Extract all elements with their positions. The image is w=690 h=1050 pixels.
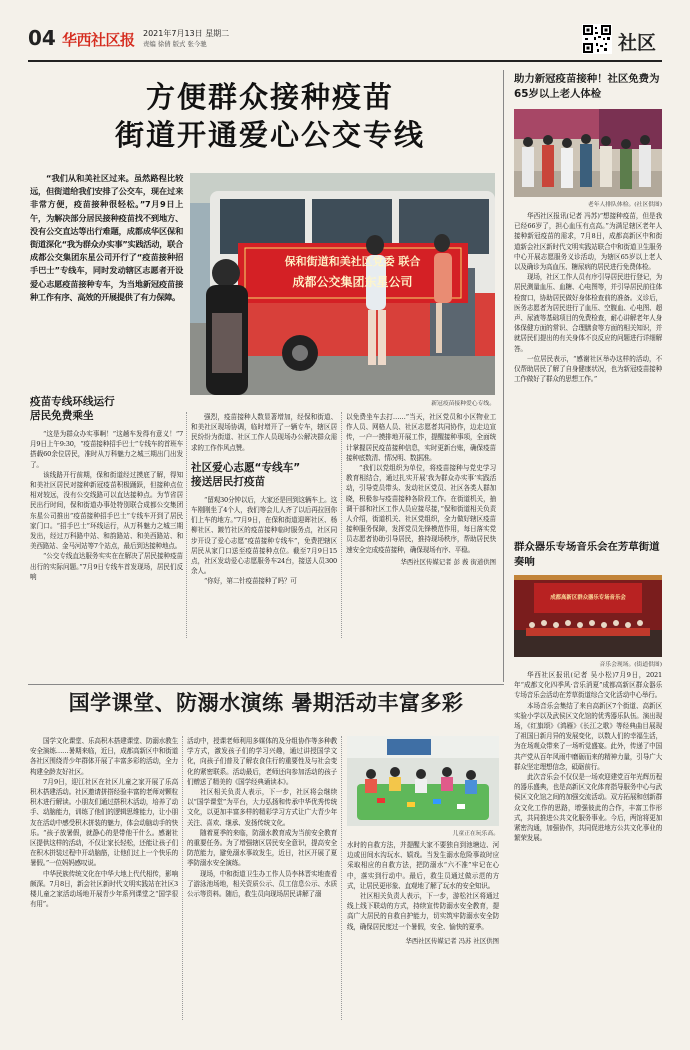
headline-line-2: 街道开通爱心公交专线 bbox=[114, 118, 425, 152]
sidebar-divider bbox=[503, 70, 504, 682]
subheading-1: 疫苗专线环线运行 居民免费乘坐 bbox=[30, 396, 115, 422]
page-number: 04 bbox=[28, 26, 56, 50]
column-divider bbox=[341, 412, 342, 638]
side-story-1: 助力新冠疫苗接种！社区免费为65岁以上老人体检 老年人排队体检。(社区供图) 华西社区报讯(记者 冯苏)“想接种疫苗，但是我已经66岁了，担心血压有点高。”为满足辖区老年人接种新冠疫苗的需求，7月8日，成都高新区中和街道新会社区新时代文明实践站联合中和街道卫生服务中心开展志愿服务义诊活动，为辖区65岁以上老人以及确诊为高血压、糖尿病的居民进行免费体检。 现场，社区工作人员有序引导居民进行登记，为居民测量血压、血糖、心电图等，并引导居民前往体检窗口，协助居民做好身体检查前的准备。义诊后，医务志愿者为居民进行了血压、空腹血、心电图、超声、尿液等基础项目的免费检查，耐心讲解老年人身体保健方面的常识、合理膳食等方面的相关知识，并就居民们提出的有关身体不良反应的问题进行详细解答。 一位居民表示，“感谢社区举办这样的活动，不仅帮助居民了解了自身健康状况，也为新冠疫苗接种工作做好了群众的思想工作。” bbox=[514, 73, 662, 384]
concert-photo-caption: 音乐会现场。(街道供图) bbox=[599, 662, 662, 668]
bottom-byline: 华西社区传媒记者 冯苏 社区供图 bbox=[405, 936, 499, 945]
side-story-2: 群众器乐专场音乐会在芳草街道奏响 成都高新区群众器乐专场音乐会 音乐会现场。(街道供图) 华西社区报讯(记者 吴小松)7月9日，2021年“成都文化四季风·音乐消夏”成都高新区群众器乐专场音乐会活动在芳草街道综合文化活动中心举行。 本场音乐会集结了来自高新区7个街道、高新区实验小学以及武侯区文化馆的优秀器乐队伍。演出现场，《红旗颂》《鸿雁》《长江之歌》等经典曲目展现了祖国日新月异的发展变化，以数人们的幸福生活，为在场观众带来了一场听觉盛宴。此外，传递了中国共产党从百年风雨中磨砺而来的精神力量，引导广大群众坚定理想信念，砥砺前行。 此次音乐会不仅仅是一场欢迎建党百年光辉历程的器乐盛典，也是高新区文化体育指导服务中心与武侯区文化馆之间的加强交流活动。双方拓展和创新群众文化工作的思路，增强彼此的合作，丰富工作形式，共同推进公共文化服务事业。今后，两馆将更加紧密沟通，加强协作，共同促进地方公共文化事业的繁荣发展。 bbox=[514, 541, 662, 843]
subheading-2: 社区爱心志愿“专线车” 接送居民打疫苗 bbox=[191, 461, 301, 488]
byline: 华西社区传媒记者 彭 莪 街道供图 bbox=[400, 557, 496, 566]
health-photo-caption: 老年人排队体检。(社区供图) bbox=[587, 202, 662, 208]
concert-photo bbox=[514, 575, 662, 657]
lego-photo bbox=[347, 736, 499, 826]
bus-photo-caption: 新冠疫苗接种爱心专线。 bbox=[431, 401, 495, 407]
column-divider bbox=[182, 736, 183, 1020]
side-headline-1: 助力新冠疫苗接种！社区免费为65岁以上老人体检 bbox=[514, 73, 660, 100]
banner-text-1: 保和街道和美社区党委 联合 bbox=[284, 255, 421, 268]
top-column-1: 疫苗专线环线运行 居民免费乘坐 “这是为群众办实事啊！”这趟车发得有意义！”7月9日上午9:30，“疫苗接种招手巴士”专线车的首班车搭载60余位居民，准时从万科魅力之城三期出门出发了。 该线路开行前期，保和街道经过摸底了解，得知和美社区居民对接种新冠疫苗积极踊跃，但接种点位相对较远，没有公交线路可以直达接种点。为节省居民出行时间，保和街道办事处特别联合成都公交集团东星公司推出“疫苗接种招手巴士”专线车开到了居民家门口。“招手巴士”环线运行，从万科魅力之城三期发出，经过万科路中站、和韵路站、和美西路站、和美西路站、金马河站等7个站点，最后到达接种地点。 “公交专线直达服务实实在在解决了居民接种疫苗出行的实际问题。”7月9日专线车首发现场，居民们反响 bbox=[30, 396, 183, 581]
masthead-rule bbox=[28, 60, 662, 62]
section-label: 社区 bbox=[618, 32, 657, 54]
bottom-divider bbox=[28, 684, 504, 685]
qr-code-icon bbox=[582, 24, 612, 54]
banner-text-2: 成都公交集团东星公司 bbox=[292, 275, 413, 289]
bottom-headline: 国学课堂、防溺水演练 暑期活动丰富多彩 bbox=[68, 691, 464, 715]
main-headline bbox=[50, 78, 490, 154]
stage-banner-text: 成都高新区群众器乐专场音乐会 bbox=[550, 595, 626, 601]
column-divider bbox=[186, 412, 187, 638]
column-divider bbox=[341, 736, 342, 1020]
paper-logo: 华西社区报 bbox=[62, 31, 135, 49]
bottom-column-1: 国学文化课堂、乐高积木搭建课堂、防溺水教生安全演练……暑期来临，近日，成都高新区中和街道各社区围绕青少年群体开展了丰富多彩的活动，全力构建全龄友好社区。 7月9日，迎江社区在社区儿童之家开展了乐高积木搭建活动。社区邀请拼搭经验丰富的老师对颗粒积木进行解读。小朋友们通过搭积木活动，培养了动手、动脑能力，训练了他们的逻辑思维能力，让小朋友在活动中感受积木拼装的魅力，体会动脑动手的快乐。“孩子放暑假，就静心的是带他干什么。感谢社区提供这样的活动，不仅让家长轻松，还能让孩子们在积木拼装过程中开动脑筋，让他们过上一个快乐的暑假。”一位妈妈感叹说。 中华民族传统文化在中华大地上代代相传，影响颇深。7月8日，新会社区新时代文明实践站在社区3楼儿童之家活动场地开展青少年系列课堂之“国学很有用”。 bbox=[30, 737, 178, 909]
issue-date: 2021年7月13日 星期二 bbox=[143, 29, 230, 38]
editor-credit: 责编 徐倩 版式 张今驰 bbox=[143, 40, 207, 48]
side-headline-2: 群众器乐专场音乐会在芳草街道奏响 bbox=[514, 541, 660, 568]
lego-photo-caption: 儿童正在玩乐高。 bbox=[452, 831, 499, 837]
bottom-column-3: 水时的自救方法，并提醒大家不要独自到池塘边、河边或田间水沟玩水、嬉戏。当发生溺水危险事故时应采取相应的自救方法，把防溺水“六不准”牢记在心中，落实到行动中。最后，救生员通过做示范的方式，让居民更形象、直观地了解了玩水的安全知识。 社区相关负责人表示，下一步，游松社区将通过线上线下联动的方式，持续宣传防溺水安全教育，提高广大居民的自救自护能力，切实筑牢防溺水安全防线，确保居民度过一个暑假，安全、愉快的夏季。 华西社区传媒记者 冯苏 社区供图 bbox=[347, 841, 499, 945]
top-column-2: 强烈，疫苗接种人数显著增加，经保和街道、和美社区现场协调，临时增开了一辆专车，辖区居民纷纷为街道、社区工作人员现场办公解决群众需求的工作作风点赞。 社区爱心志愿“专线车” 接送居民打疫苗 “留观30分钟以后，大家还是回到这辆车上。这车刚刚坐了4个人，我们等会儿人齐了以后再拉回你们上车的地方。”7月9日，在保和街道迎晖社区、杨柳社区、踱竹社区的疫苗接种临时服务点，社区同步开设了爱心志愿“疫苗接种专线车”，免费把辖区居民从家门口送至疫苗接种点位。截至7月9日15点，社区发动爱心志愿服务车24台，接送人员300余人。 “你好，第二针疫苗接种了吗？可 bbox=[191, 413, 337, 586]
top-column-3: 以免费坐车去打……”当天，社区党员和小区物业工作人员、网格人员、社区志愿者共同协作，边走边宣传，一户一摸排地开展工作，提醒接种事项，全面统计掌握居民疫苗接种信息，实时更新台账，确保疫苗接种底数清、情况明、数据准。 “我们以党组织为单位，将疫苗接种与党史学习教育相结合，通过扎实开展‘我为群众办实事’实践活动，引导党员带头、发动社区党员、社区各类人群加晓，积极参与疫苗接种各阶段工作。在街道机关，抽调干部和社区工作人员应接尽接，”保和街道相关负责人介绍，街道机关、社区党组织，全力做好辖区疫苗接种服务保障，发挥党员先锋模范作用，每日落实党员志愿者协助引导居民，推持现场秩序，帮助居民快速安全完成疫苗接种，确保现场有序、平稳。 华西社区传媒记者 彭 莪 街道供图 bbox=[346, 413, 496, 566]
bus-photo bbox=[190, 173, 495, 395]
headline-line-1: 方便群众接种疫苗 bbox=[145, 80, 394, 114]
lead-paragraph: “我们从和美社区过来。虽然路程比较远，但街道给我们安排了公交车，现在过来非常方便，疫苗接种很轻松。”7月9日上午，为解决部分居民接种疫苗找不到地方、没有公交直达等出行难题，成都成华区保和街道深化“我为群众办实事”实践活动，联合成都公交集团东星公司开行了“疫苗接种招手巴士”专线车，同时发动辖区志愿者开设爱心志愿疫苗接种专车，为当地新冠疫苗接种工作有序、高效的开展提供了有力保障。 bbox=[30, 173, 183, 302]
bottom-column-2: 活动中，授课老师利用多媒体的及分组协作等多种教学方式，激发孩子们的学习兴趣，通过讲授国学文化，向孩子们普及了解农食住行的重要性及与社会变化的紧密联系。活动最后，老师还向参加活动的孩子们赠送了精美的《国学经典诵读本》。 社区相关负责人表示，下一步，社区将会继续以“国学课堂”为平台，大力弘扬和传承中华优秀传统文化，以更加丰富多样的精彩学习方式让广大青少年关注、喜欢、继承、发扬传统文化。 随着夏季的来临，防溺水教育成为当前安全教育的重要任务。为了增强辖区居民安全意识，提高安全防范能力，避免溺水事故发生，近日，社区开展了夏季防溺水安全演练。 现场，中和街道卫生办工作人员李林晋实地查看了游泳池场地，相关资质公示、员工信息公示、水质公示等资料。随后，救生员向现场居民讲解了溺 bbox=[187, 737, 337, 899]
masthead bbox=[28, 24, 662, 60]
health-check-photo bbox=[514, 109, 662, 197]
